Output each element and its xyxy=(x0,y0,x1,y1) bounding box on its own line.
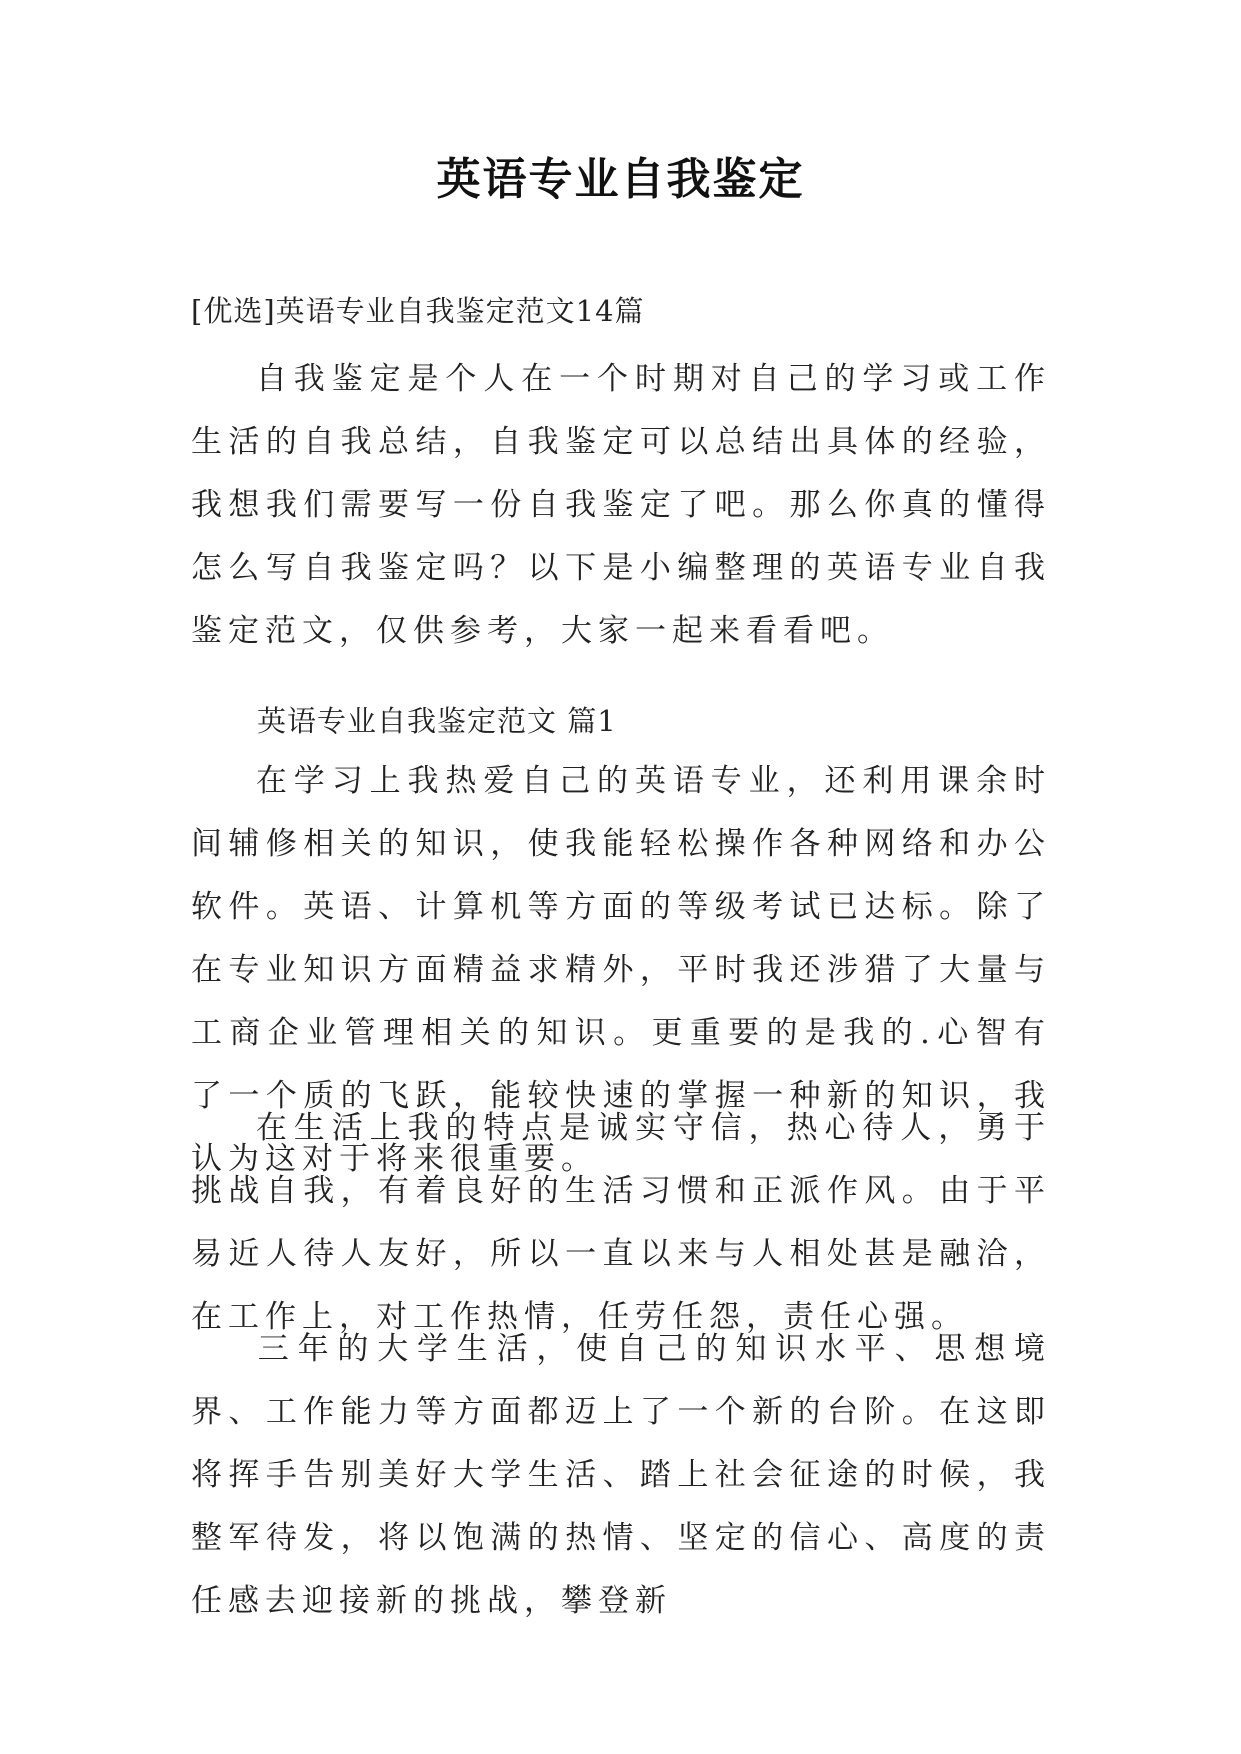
intro-text: 自我鉴定是个人在一个时期对自己的学习或工作生活的自我总结，自我鉴定可以总结出具体的经验，我想我们需要写一份自我鉴定了吧。那么你真的懂得怎么写自我鉴定吗？以下是小编整理的英语专业自我鉴定范文，仅供参考，大家一起来看看吧。 xyxy=(191,361,1051,649)
paragraph-text: 在生活上我的特点是诚实守信，热心待人，勇于挑战自我，有着良好的生活习惯和正派作风。由于平易近人待人友好，所以一直以来与人相处甚是融洽，在工作上，对工作热情，任劳任怨，责任心强。 xyxy=(191,1110,1051,1335)
paragraph-text: 在学习上我热爱自己的英语专业，还利用课余时间辅修相关的知识，使我能轻松操作各种网络和办公软件。英语、计算机等方面的等级考试已达标。除了在专业知识方面精益求精外，平时我还涉猎了大量与工商企业管理相关的知识。更重要的是我的.心智有了一个质的飞跃，能较快速的掌握一种新的知识，我认为这对于将来很重要。 xyxy=(191,763,1051,1177)
section-heading: 英语专业自我鉴定范文 篇1 xyxy=(257,704,617,738)
document-subtitle: [优选]英语专业自我鉴定范文14篇 xyxy=(191,294,645,328)
body-paragraph xyxy=(191,1097,1051,1349)
body-paragraph xyxy=(191,1318,1051,1633)
paragraph-text: 三年的大学生活，使自己的知识水平、思想境界、工作能力等方面都迈上了一个新的台阶。在这即将挥手告别美好大学生活、踏上社会征途的时候，我整军待发，将以饱满的热情、坚定的信心、高度的责任感去迎接新的挑战，攀登新 xyxy=(191,1331,1051,1619)
document-title: 英语专业自我鉴定 xyxy=(436,154,805,205)
intro-paragraph xyxy=(191,348,1051,663)
